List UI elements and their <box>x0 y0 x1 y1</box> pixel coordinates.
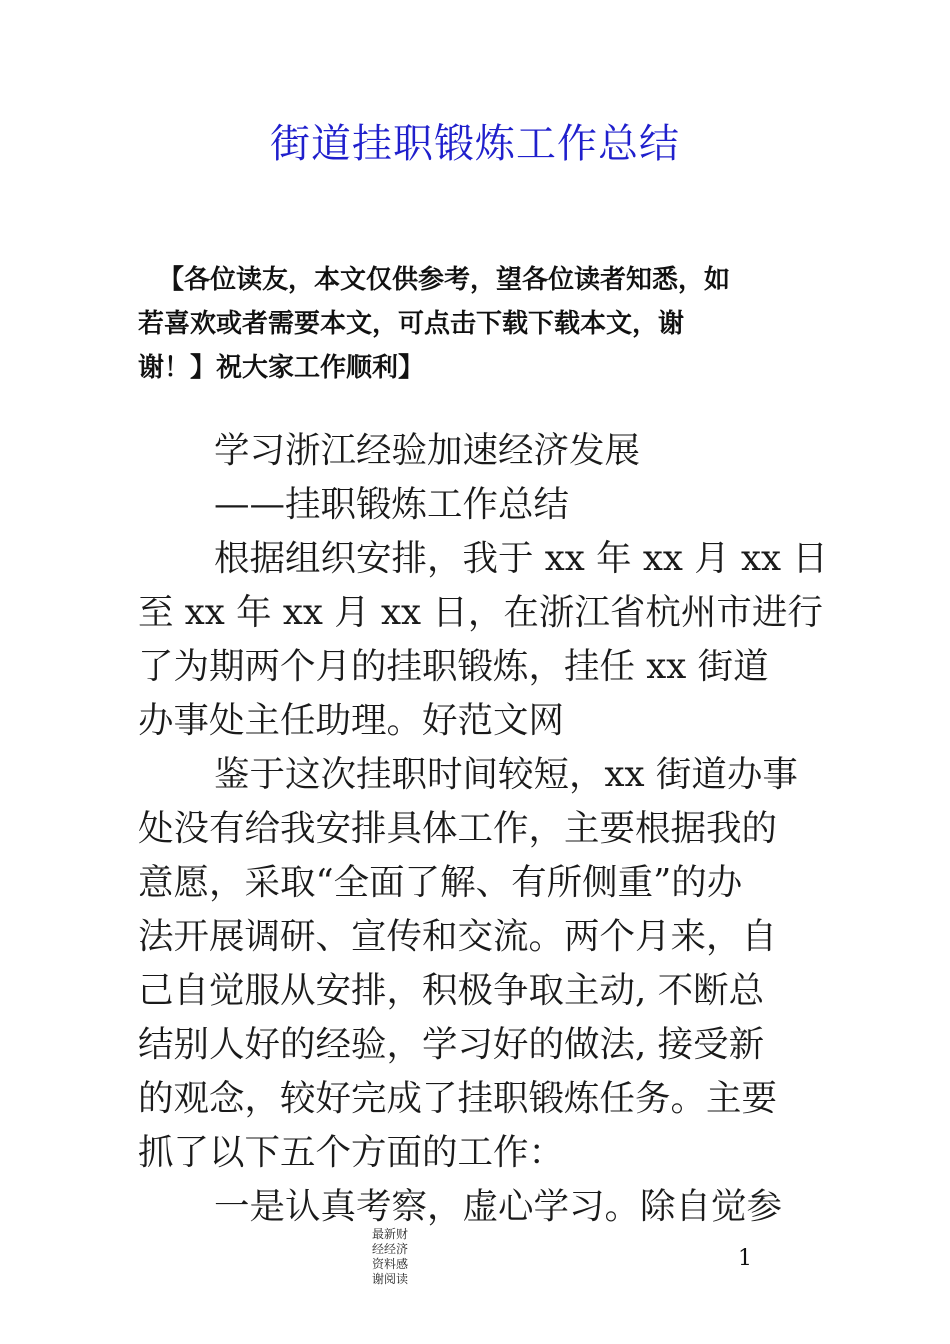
page-number: 1 <box>738 1246 752 1271</box>
paragraph-line: 办事处主任助理。好范文网 <box>138 700 565 741</box>
document-title: 街道挂职锻炼工作总结 <box>270 121 680 167</box>
reader-notice <box>138 258 818 390</box>
notice-line: 若喜欢或者需要本文，可点击下载下载本文，谢 <box>138 309 685 339</box>
notice-line: 【各位读友，本文仅供参考，望各位读者知悉，如 <box>158 265 731 295</box>
paragraph-line: 了为期两个月的挂职锻炼，挂任 xx 街道 <box>138 646 769 687</box>
paragraph-line: 至 xx 年 xx 月 xx 日，在浙江省杭州市进行 <box>138 592 823 633</box>
paragraph-line: 一是认真考察，虚心学习。除自觉参 <box>214 1186 783 1227</box>
paragraph-line: 的观念，较好完成了挂职锻炼任务。主要 <box>138 1078 778 1119</box>
document-body <box>138 424 838 1234</box>
notice-line: 谢！】祝大家工作顺利】 <box>138 353 425 383</box>
footer-note <box>372 1227 432 1287</box>
paragraph-line: 处没有给我安排具体工作，主要根据我的 <box>138 808 778 849</box>
footer-note-line: 谢阅读 <box>372 1272 409 1286</box>
paragraph-line: 根据组织安排，我于 xx 年 xx 月 xx 日 <box>214 538 828 579</box>
footer-note-line: 最新财 <box>372 1227 409 1241</box>
footer-note-line: 经经济 <box>372 1242 409 1256</box>
subtitle-line: ——挂职锻炼工作总结 <box>214 484 570 525</box>
footer-note-line: 资料感 <box>372 1257 409 1271</box>
paragraph-line: 法开展调研、宣传和交流。两个月来，自 <box>138 916 778 957</box>
paragraph-line: 结别人好的经验，学习好的做法, 接受新 <box>138 1024 765 1065</box>
paragraph-line: 意愿，采取“全面了解、有所侧重”的办 <box>138 862 743 903</box>
paragraph-line: 鉴于这次挂职时间较短，xx 街道办事 <box>214 754 798 795</box>
paragraph-line: 抓了以下五个方面的工作： <box>138 1132 565 1173</box>
subtitle-line: 学习浙江经验加速经济发展 <box>214 430 641 471</box>
paragraph-line: 己自觉服从安排，积极争取主动, 不断总 <box>138 970 765 1011</box>
